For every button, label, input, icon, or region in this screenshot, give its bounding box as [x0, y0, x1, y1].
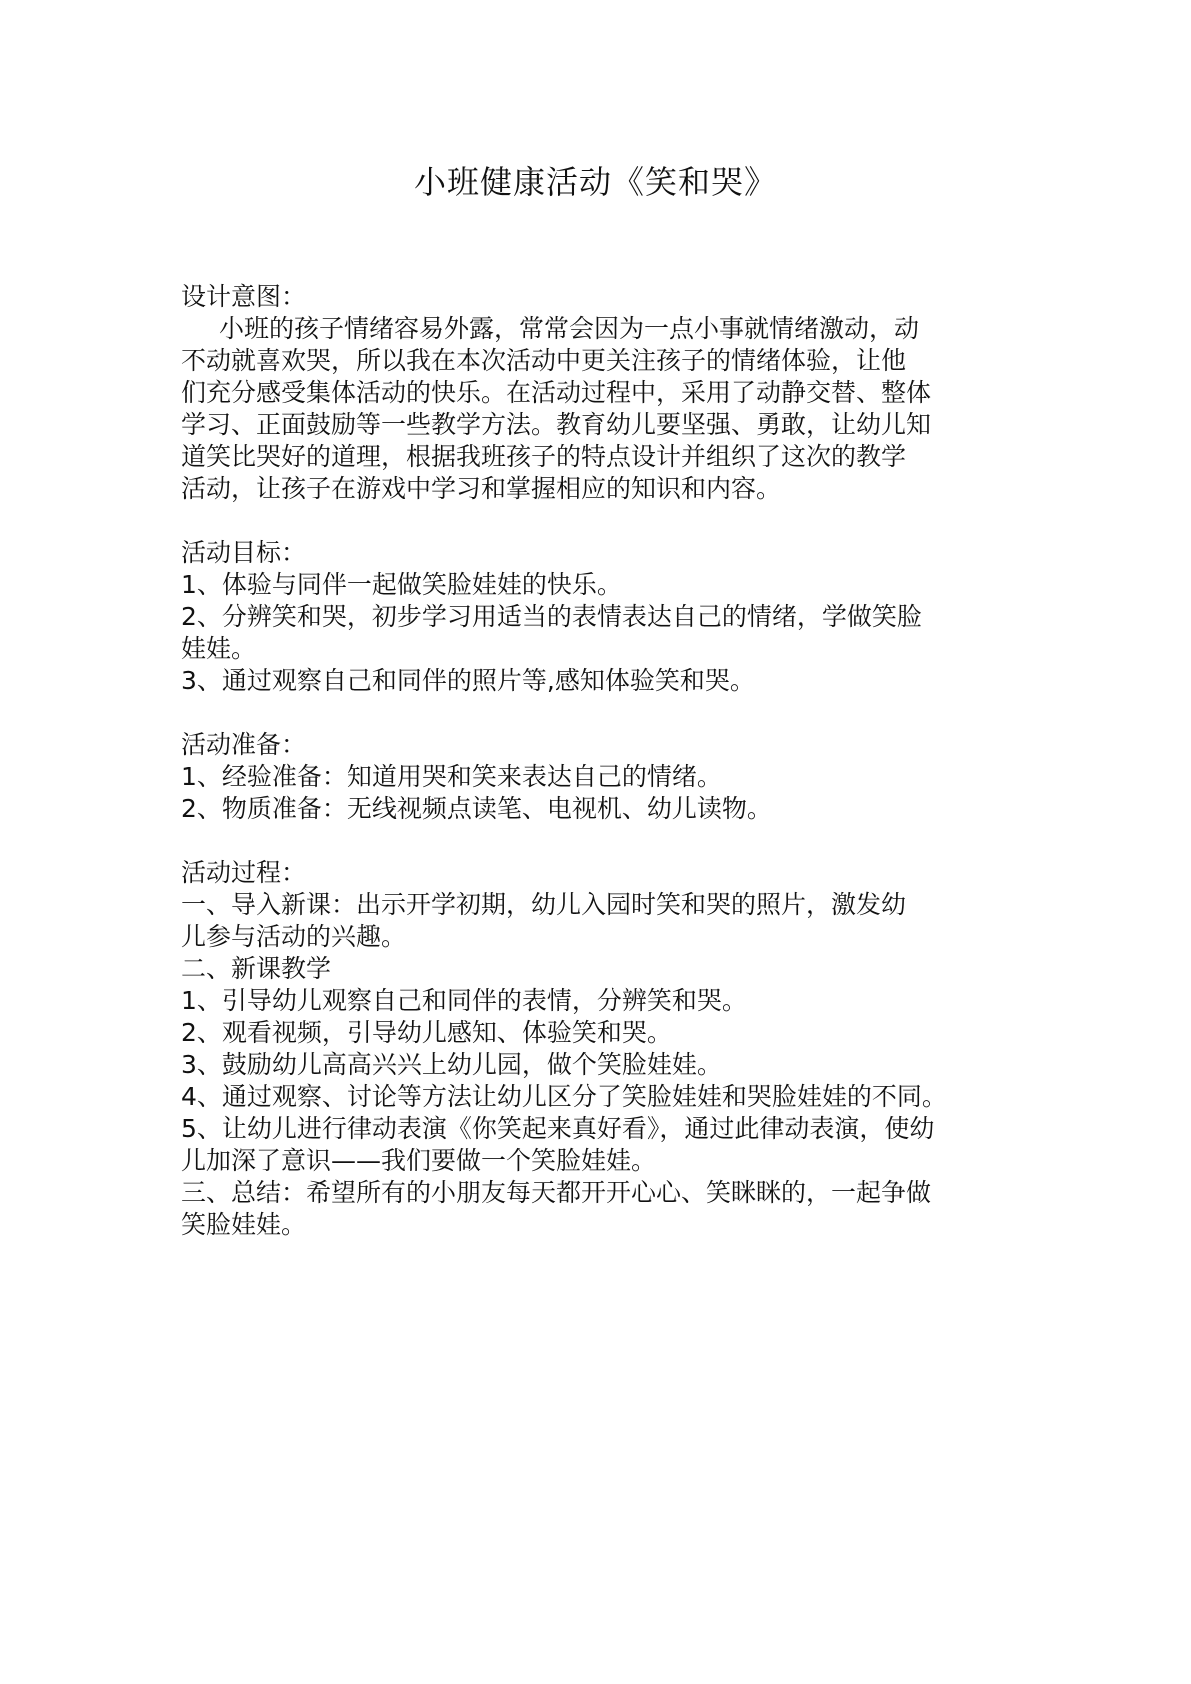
process-line: 笑脸娃娃。 [181, 1210, 307, 1239]
spacer [181, 505, 1021, 537]
goal-line: 娃娃。 [181, 634, 257, 663]
design-intent-line: 小班的孩子情绪容易外露，常常会因为一点小事就情绪激动，动 [219, 314, 920, 343]
design-intent-line: 活动，让孩子在游戏中学习和掌握相应的知识和内容。 [181, 474, 782, 503]
document-title: 小班健康活动《笑和哭》 [413, 163, 777, 201]
process-line: 1、引导幼儿观察自己和同伴的表情，分辨笑和哭。 [181, 986, 747, 1015]
spacer [181, 825, 1021, 857]
design-intent-line: 道笑比哭好的道理，根据我班孩子的特点设计并组织了这次的教学 [181, 442, 907, 471]
process-line: 5、让幼儿进行律动表演《你笑起来真好看》，通过此律动表演，使幼 [181, 1114, 935, 1143]
design-intent-line: 不动就喜欢哭，所以我在本次活动中更关注孩子的情绪体验，让他 [181, 346, 907, 375]
preparation-line: 2、物质准备：无线视频点读笔、电视机、幼儿读物。 [181, 794, 772, 823]
process-line: 4、通过观察、讨论等方法让幼儿区分了笑脸娃娃和哭脸娃娃的不同。 [181, 1082, 947, 1111]
process-line: 2、观看视频，引导幼儿感知、体验笑和哭。 [181, 1018, 672, 1047]
design-intent-line: 们充分感受集体活动的快乐。在活动过程中，采用了动静交替、整体 [181, 378, 932, 407]
goal-line: 3、通过观察自己和同伴的照片等,感知体验笑和哭。 [181, 666, 755, 695]
section-heading-goals: 活动目标： [181, 538, 307, 567]
process-line: 二、新课教学 [181, 954, 332, 983]
spacer [181, 697, 1021, 729]
process-line: 儿加深了意识——我们要做一个笑脸娃娃。 [181, 1146, 657, 1175]
process-line: 三、总结：希望所有的小朋友每天都开开心心、笑眯眯的，一起争做 [181, 1178, 932, 1207]
preparation-line: 1、经验准备：知道用哭和笑来表达自己的情绪。 [181, 762, 722, 791]
process-line: 儿参与活动的兴趣。 [181, 922, 407, 951]
design-intent-line: 学习、正面鼓励等一些教学方法。教育幼儿要坚强、勇敢，让幼儿知 [181, 410, 932, 439]
section-heading-design-intent: 设计意图： [181, 282, 307, 311]
section-heading-process: 活动过程： [181, 858, 307, 887]
goal-line: 2、分辨笑和哭，初步学习用适当的表情表达自己的情绪，学做笑脸 [181, 602, 922, 631]
process-line: 一、导入新课：出示开学初期，幼儿入园时笑和哭的照片，激发幼 [181, 890, 907, 919]
section-heading-preparation: 活动准备： [181, 730, 307, 759]
document-body [181, 281, 1021, 1241]
process-line: 3、鼓励幼儿高高兴兴上幼儿园，做个笑脸娃娃。 [181, 1050, 722, 1079]
goal-line: 1、体验与同伴一起做笑脸娃娃的快乐。 [181, 570, 622, 599]
